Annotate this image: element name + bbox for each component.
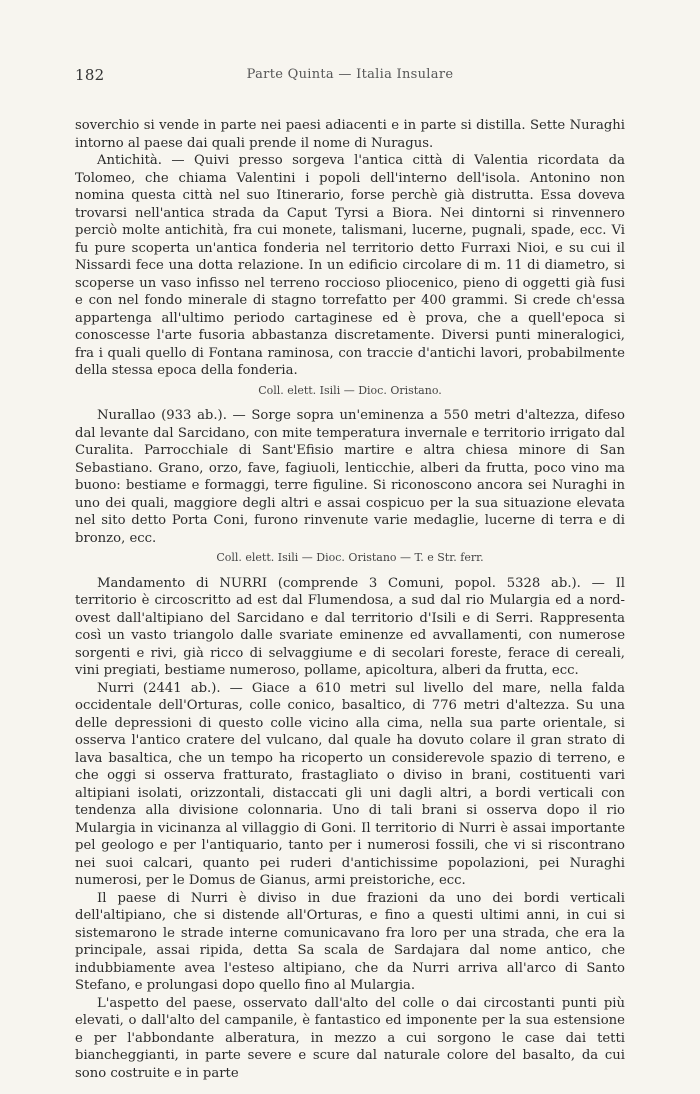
page-header bbox=[75, 66, 625, 84]
running-title: Parte Quinta — Italia Insulare bbox=[246, 67, 454, 82]
paragraph-paese-nurri: Il paese di Nurri è diviso in due frazioni da uno dei bordi verticali dell'altipiano, che si distende all'Orturas, e fino a questi ultimi anni, in cui si sistemarono le strade interne comunicavano fra loro per una strada, che era la principale, assai ripida, detta Sa scala de Sardajara dal nome antico, che indubbiamente avea l'esteso altipiano, che da Nurri arriva all'arco di Santo Stefano, e prolungasi dopo quello fino al Mulargia. bbox=[75, 890, 625, 993]
paragraph-nurallao: Nurallao (933 ab.). — Sorge sopra un'eminenza a 550 metri d'altezza, difeso dal levante dal Sarcidano, con mite temperatura invernale e territorio irrigato dal Curalita. Parrocchiale di Sant'Efisio martire e altra chiesa minore di San Sebastiano. Grano, orzo, fave, fagiuoli, lenticchie, alberi da frutta, poco vino ma buono: bestiame e formaggi, terre figuline. Si riconoscono ancora sei Nuraghi in uno dei quali, maggiore degli altri e assai cospicuo per la sua situazione elevata nel sito detto Porta Coni, furono rinvenute varie medaglie, lucerne di terra e di bronzo, ecc. bbox=[75, 408, 625, 546]
paragraph-nuragus-end: soverchio si vende in parte nei paesi adiacenti e in parte si distilla. Sette Nuraghi intorno al paese dai quali prende il nome di Nuragus. bbox=[75, 118, 625, 151]
paragraph-mandamento-nurri: Mandamento di NURRI (comprende 3 Comuni, popol. 5328 ab.). — Il territorio è circoscritto ad est dal Flumendosa, a sud dal rio Mulargia ed a nord-ovest dall'altipiano del Sarcidano e dal territorio d'Isili e di Serri. Rappresenta così un vasto triangolo dalle svariate eminenze ed avvallamenti, con numerose sorgenti e rivi, già ricco di selvaggiume e di secolari foreste, ferace di cereali, vini pregiati, bestiame numeroso, pollame, apicoltura, alberi da frutta, ecc. bbox=[75, 575, 625, 678]
body-text bbox=[75, 117, 625, 1082]
paragraph-nurri: Nurri (2441 ab.). — Giace a 610 metri sul livello del mare, nella falda occidentale dell'Orturas, colle conico, basaltico, di 776 metri d'altezza. Su una delle depressioni di questo colle vicino alla cima, nella sua parte orientale, si osserva l'antico cratere del vulcano, dal quale ha dovuto colare il gran strato di lava basaltica, che un tempo ha ricoperto un considerevole spazio di terreno, e che oggi si osserva fratturato, frastagliato o diviso in brani, costituenti vari altipiani isolati, orizzontali, distaccati gli uni dagli altri, a bordi verticali con tendenza alla divisione colonnaria. Uno di tali brani si osserva dopo il rio Mulargia in vicinanza al villaggio di Goni. Il territorio di Nurri è assai importante pel geologo e per l'antiquario, tanto per i numerosi fossili, che vi si riscontrano nei suoi calcari, quanto pei ruderi d'antichissime popolazioni, pei Nuraghi numerosi, per le Domus de Gianus, armi preistoriche, ecc. bbox=[75, 680, 625, 888]
paragraph-aspetto: L'aspetto del paese, osservato dall'alto del colle o dai circostanti punti più elevati, o dall'alto del campanile, è fantastico ed imponente per la sua estensione e per l'abbondante alberatura, in mezzo a cui sorgono le case dai tetti biancheggianti, in parte severe e scure dal naturale colore del basalto, da cui sono costruite e in parte bbox=[75, 995, 625, 1081]
paragraph-antichita: Antichità. — Quivi presso sorgeva l'antica città di Valentia ricordata da Tolomeo, che chiama Valentini i popoli dell'interno dell'isola. Antonino non nomina questa città nel suo Itinerario, forse perchè già distrutta. Essa doveva trovarsi nell'antica strada da Caput Tyrsi a Biora. Nei dintorni si rinvennero perciò molte antichità, fra cui monete, talismani, lucerne, pugnali, spade, ecc. Vi fu pure scoperta un'antica fonderia nel territorio detto Furraxi Nioi, e su cui il Nissardi fece una dotta relazione. In un edificio circolare di m. 11 di diametro, si scoperse un vaso infisso nel terreno roccioso pliocenico, pieno di oggetti già fusi e con nel fondo minerale di stagno torrefatto per 400 grammi. Si crede ch'essa appartenga all'ultimo periodo cartaginese ed è prova, che a quell'epoca si conoscesse l'arte fusoria abbastanza discretamente. Diversi punti mineralogici, fra i quali quello di Fontana raminosa, con traccie d'antichi lavori, probabilmente della stessa epoca della fonderia. bbox=[75, 153, 625, 378]
signature-line: Coll. elett. Isili — Dioc. Oristano. bbox=[258, 383, 442, 397]
page-number: 182 bbox=[75, 66, 105, 84]
signature-line: Coll. elett. Isili — Dioc. Oristano — T. e Str. ferr. bbox=[216, 551, 484, 564]
